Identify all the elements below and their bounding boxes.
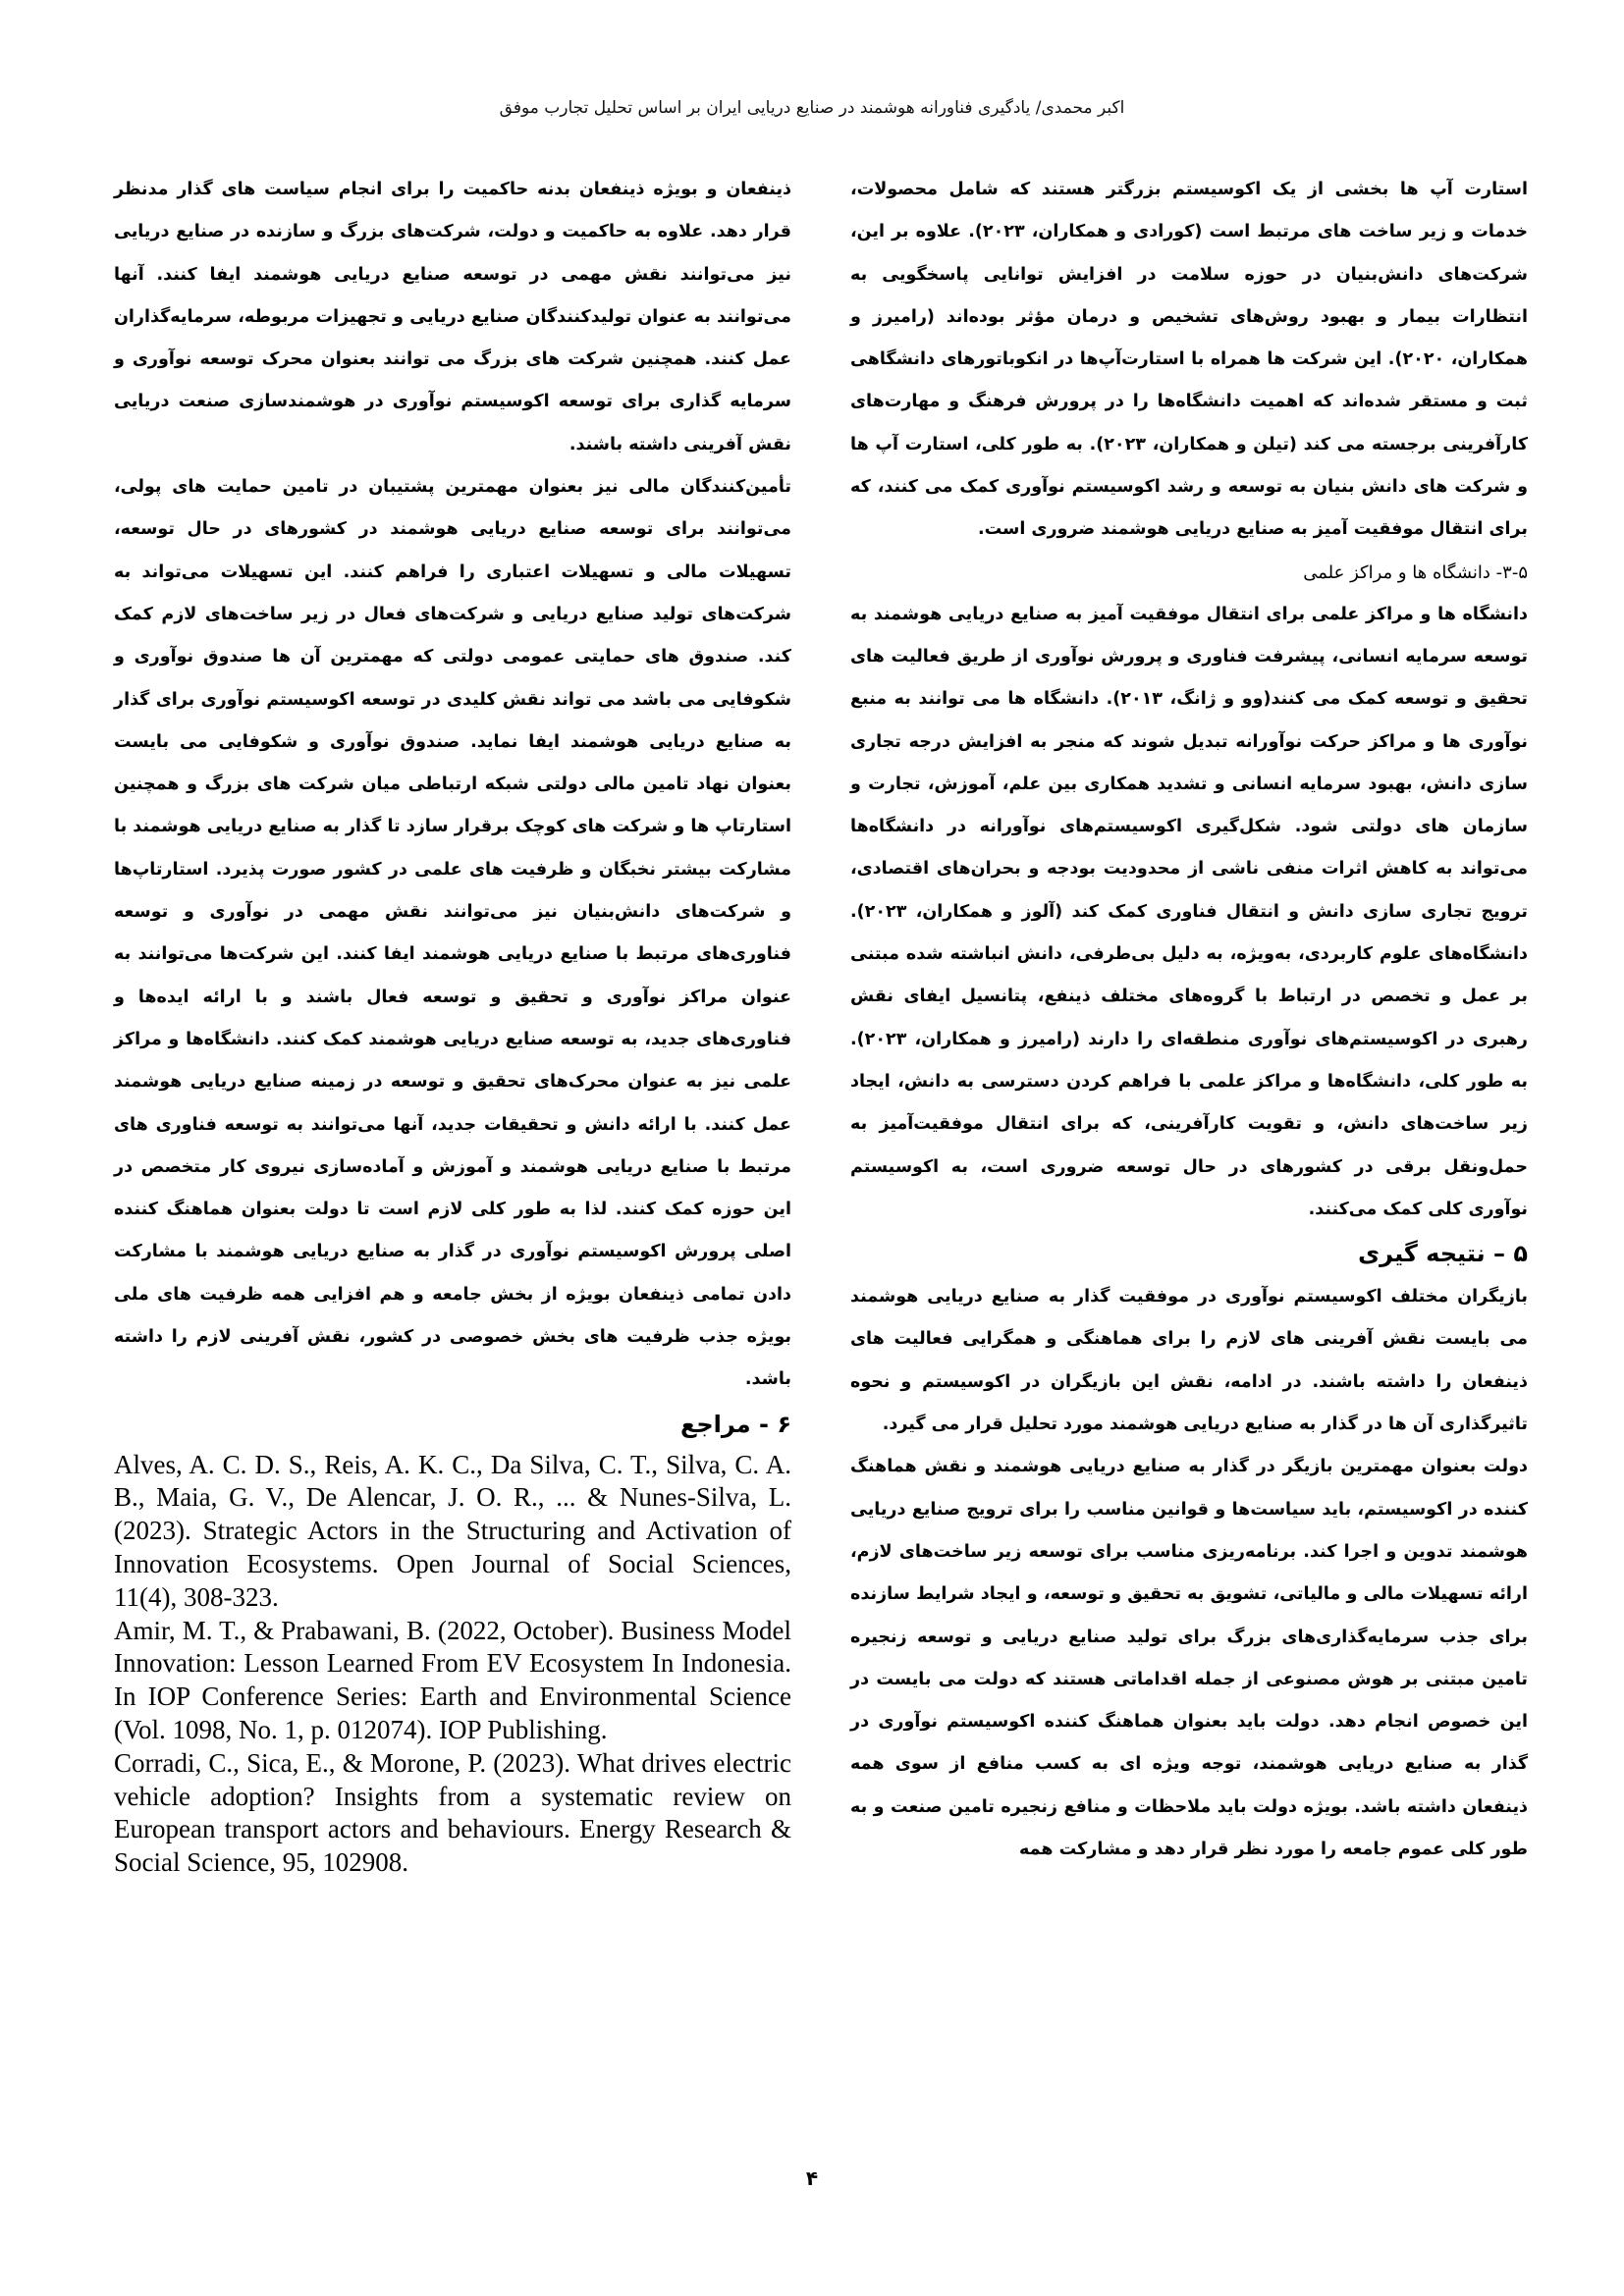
left-column (114, 169, 791, 1880)
section-title-conclusion: ۵ – نتیجه گیری (1358, 1240, 1528, 1268)
right-column (850, 169, 1528, 1871)
page-number: ۴ (805, 2166, 819, 2190)
reference-item: Amir, M. T., & Prabawani, B. (2022, October). Business Model Innovation: Lesson Learned From EV Ecosystem In Indonesia. In IOP Conference Series: Earth and Environmental Science (Vol. 1098, No. 1, p. 012074). IOP Publishing. (114, 1615, 791, 1744)
subsection-title-universities: ۳-۵- دانشگاه ها و مراکز علمی (1303, 561, 1528, 583)
paragraph-financiers: تأمین‌کنندگان مالی نیز بعنوان مهمترین پشتیبان در تامین حمایت های پولی، می‌توانند برای توسعه صنایع دریایی هوشمند در کشورهای در حال توسعه، تسهیلات مالی و تسهیلات اعتباری را فراهم کنند. این تسهیلات می‌تواند به شرکت‌های تولید صنایع دریایی و شرکت‌های فعال در زیر ساخت‌های لازم کمک کند. صندوق های حمایتی عمومی دولتی که مهمترین آن ها صندوق نوآوری و شکوفایی می باشد می تواند نقش کلیدی در توسعه اکوسیستم نوآوری برای گذار به صنایع دریایی هوشمند ایفا نماید. صندوق نوآوری و شکوفایی می بایست بعنوان نهاد تامین مالی دولتی شبکه ارتباطی میان شرکت های بزرگ و همچنین استارتاپ ها و شرکت های کوچک برقرار سازد تا گذار به صنایع دریایی هوشمند با مشارکت بیشتر نخبگان و ظرفیت های علمی در کشور صورت پذیرد. استارتاپ‌ها و شرکت‌های دانش‌بنیان نیز می‌توانند نقش مهمی در نوآوری و توسعه فناوری‌های مرتبط با صنایع دریایی هوشمند ایفا کنند. این شرکت‌ها می‌توانند به عنوان مراکز نوآوری و تحقیق و توسعه فعال باشند و با ارائه ایده‌ها و فناوری‌های جدید، به توسعه صنایع دریایی هوشمند کمک کنند. دانشگاه‌ها و مراکز علمی نیز به عنوان محرک‌های تحقیق و توسعه در زمینه صنایع دریایی هوشمند عمل کنند. با ارائه دانش و تحقیقات جدید، آنها می‌توانند به توسعه فناوری های مرتبط با صنایع دریایی هوشمند و آموزش و آماده‌سازی نیروی کار متخصص در این حوزه کمک کنند. لذا به طور کلی لازم است تا دولت بعنوان هماهنگ کننده اصلی پرورش اکوسیستم نوآوری در گذار به صنایع دریایی هوشمند با مشارکت دادن تمامی ذینفعان بویژه از بخش جامعه و هم افزایی همه ظرفیت های ملی بویژه جذب ظرفیت های بخش خصوصی در کشور، نقش آفرینی لازم را داشته باشد. (114, 477, 791, 1390)
running-header: اکبر محمدی/ یادگیری فناورانه هوشمند در صنایع دریایی ایران بر اساس تحلیل تجارب موفق (499, 98, 1125, 118)
conclusion-body (850, 1276, 1528, 1871)
section-title-references: ۶ - مراجع (679, 1410, 791, 1438)
paragraph-startups: استارت آپ ها بخشی از یک اکوسیستم بزرگتر هستند که شامل محصولات، خدمات و زیر ساخت های مرتبط است (کورادی و همکاران، ۲۰۲۳). علاوه بر این، شرکت‌های دانش‌بنیان در حوزه سلامت در افزایش توانایی پاسخگویی به انتظارات بیمار و بهبود روش‌های تشخیص و درمان مؤثر بوده‌اند (رامیرز و همکاران، ۲۰۲۰). این شرکت ها همراه با استارت‌آپ‌ها در انکوباتورهای دانشگاهی ثبت و مستقر شده‌اند که اهمیت دانشگاه‌ها را در پرورش فرهنگ و مهارت‌های کارآفرینی برجسته می کند (تیلن و همکاران، ۲۰۲۳). به طور کلی، استارت آپ ها و شرکت های دانش بنیان به توسعه و رشد اکوسیستم نوآوری کمک می کنند، که برای انتقال موفقیت آمیز به صنایع دریایی هوشمند ضروری است. (850, 180, 1528, 540)
paragraph-corporations: ذینفعان و بویژه ذینفعان بدنه حاکمیت را برای انجام سیاست های گذار مدنظر قرار دهد. علاوه به حاکمیت و دولت، شرکت‌های بزرگ و سازنده در صنایع دریایی نیز می‌توانند نقش مهمی در توسعه صنایع دریایی هوشمند ایفا کنند. آنها می‌توانند به عنوان تولیدکنندگان صنایع دریایی و تجهیزات مربوطه، سرمایه‌گذاران عمل کنند. همچنین شرکت های بزرگ می توانند بعنوان محرک توسعه نوآوری و سرمایه گذاری برای توسعه اکوسیستم نوآوری در هوشمندسازی صنعت دریایی نقش آفرینی داشته باشند. (114, 180, 791, 454)
reference-list (114, 1449, 791, 1880)
paragraph-conclusion-actors: بازیگران مختلف اکوسیستم نوآوری در موفقیت گذار به صنایع دریایی هوشمند می بایست نقش آفرینی های لازم را برای هماهنگی و همگرایی فعالیت های ذینفعان را داشته باشند. در ادامه، نقش این بازیگران در اکوسیستم و نحوه تاثیرگذاری آن ها در گذار به صنایع دریایی هوشمند مورد تحلیل قرار می گیرد. (850, 1287, 1528, 1435)
paragraph-universities: دانشگاه ها و مراکز علمی برای انتقال موفقیت آمیز به صنایع دریایی هوشمند به توسعه سرمایه انسانی، پیشرفت فناوری و پرورش نوآوری از طریق فعالیت های تحقیق و توسعه کمک می کنند(وو و ژانگ، ۲۰۱۳). دانشگاه ها می توانند به منبع نوآوری ها و مراکز حرکت نوآورانه تبدیل شوند که منجر به افزایش درجه تجاری سازی دانش، بهبود سرمایه انسانی و تشدید همکاری بین علم، آموزش، تجارت و سازمان های دولتی شود. شکل‌گیری اکوسیستم‌های نوآورانه در دانشگاه‌ها می‌تواند به کاهش اثرات منفی ناشی از محدودیت بودجه و بحران‌های اقتصادی، ترویج تجاری سازی دانش و انتقال فناوری کمک کند (آلوز و همکاران، ۲۰۲۳). دانشگاه‌های علوم کاربردی، به‌ویژه، به دلیل بی‌طرفی، دانش انباشته شده مبتنی بر عمل و تخصص در ارتباط با گروه‌های مختلف ذینفع، پتانسیل ایفای نقش رهبری در اکوسیستم‌های نوآوری منطقه‌ای را دارند (رامیرز و همکاران، ۲۰۲۳). به طور کلی، دانشگاه‌ها و مراکز علمی با فراهم کردن دسترسی به دانش، ایجاد زیر ساخت‌های دانش، و تقویت کارآفرینی، که برای انتقال موفقیت‌آمیز به حمل‌ونقل برقی در کشورهای در حال توسعه ضروری است، به اکوسیستم نوآوری کلی کمک می‌کنند. (850, 604, 1528, 1219)
reference-item: Alves, A. C. D. S., Reis, A. K. C., Da Silva, C. T., Silva, C. A. B., Maia, G. V., De Alencar, J. O. R., ... & Nunes-Silva, L. (2023). Strategic Actors in the Structuring and Activation of Innovation Ecosystems. Open Journal of Social Sciences, 11(4), 308-323. (114, 1449, 791, 1612)
paragraph-conclusion-government: دولت بعنوان مهمترین بازیگر در گذار به صنایع دریایی هوشمند و نقش هماهنگ کننده در اکوسیستم، باید سیاست‌ها و قوانین مناسب را برای ترویج صنایع دریایی هوشمند تدوین و اجرا کند. برنامه‌ریزی مناسب برای توسعه زیر ساخت‌های لازم، ارائه تسهیلات مالی و مالیاتی، تشویق به تحقیق و توسعه، و ایجاد شرایط سازنده برای جذب سرمایه‌گذاری‌های بزرگ برای تولید صنایع دریایی و توسعه زنجیره تامین مبتنی بر هوش مصنوعی از جمله اقداماتی هستند که دولت می بایست در این خصوص انجام دهد. دولت باید بعنوان هماهنگ کننده اکوسیستم نوآوری در گذار به صنایع دریایی هوشمند، توجه ویژه ای به کسب منافع از سوی همه ذینفعان داشته باشد. بویژه دولت باید ملاحظات و منافع زنجیره تامین صنعت و به طور کلی عموم جامعه را مورد نظر قرار دهد و مشارکت همه (850, 1457, 1528, 1859)
reference-item: Corradi, C., Sica, E., & Morone, P. (2023). What drives electric vehicle adoption? Insights from a systematic review on European transport actors and behaviours. Energy Research & Social Science, 95, 102908. (114, 1747, 791, 1878)
